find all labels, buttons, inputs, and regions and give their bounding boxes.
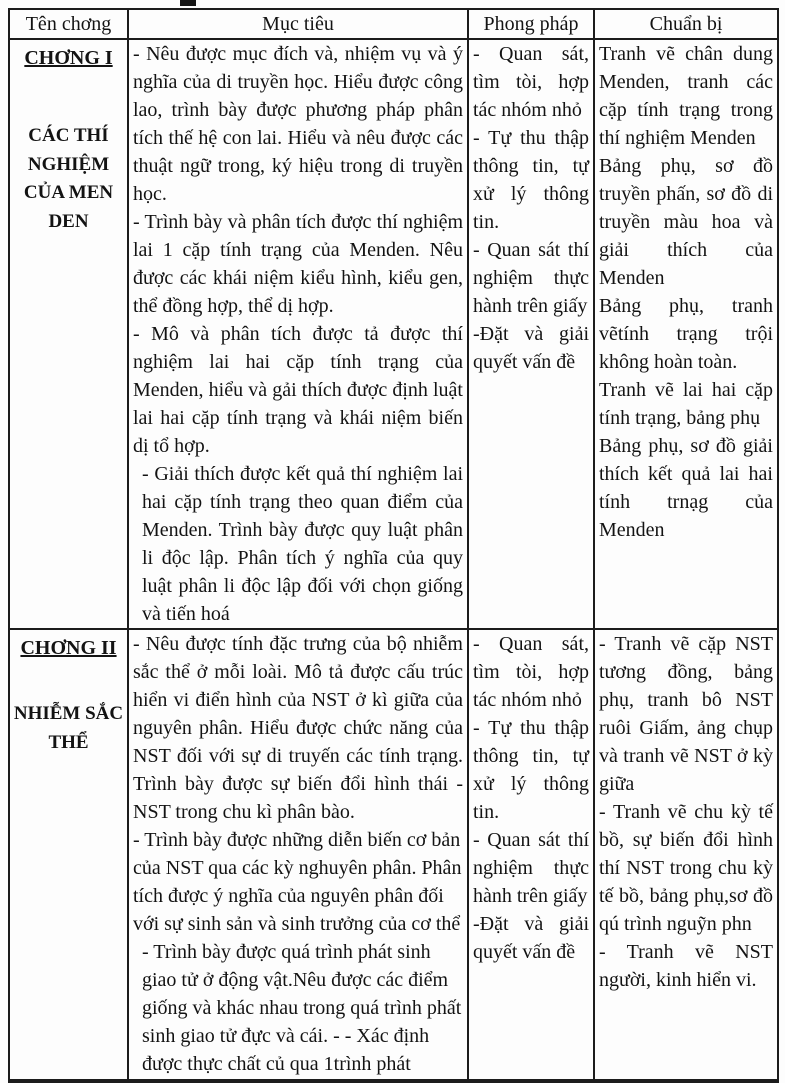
curriculum-table bbox=[8, 8, 779, 1083]
chapter-1-objectives-cell bbox=[128, 39, 468, 629]
chapter-1-methods-cell bbox=[468, 39, 594, 629]
col-header-methods: Phong pháp bbox=[468, 9, 594, 39]
chapter-1-preparation-cell bbox=[594, 39, 778, 629]
table-row-chapter-1 bbox=[9, 39, 778, 629]
methods-paragraph: -Đặt và giải quyết vấn đề bbox=[473, 323, 589, 373]
chapter-1-title: CHƠNG I bbox=[24, 47, 113, 69]
preparation-paragraph: Bảng phụ, sơ đồ truyền phấn, sơ đồ di truyền màu hoa và giải thích của Menden bbox=[599, 155, 773, 289]
objectives-paragraph: - Nêu được tính đặc trưng của bộ nhiễm sắc thể ở mỗi loài. Mô tả được cấu trúc hiển vi điển hình của NST ở kì giữa của nguyên phân. Hiểu được chức năng của NST đối với sự di truyến các tính trạng. Trình bày được sự biến đổi hình thái - NST trong chu kì phân bào. bbox=[133, 633, 463, 823]
objectives-paragraph: - Nêu được mục đích và, nhiệm vụ và ý nghĩa của di truyền học. Hiểu được công lao, trình bày được phương pháp phân tích thế hệ con lai. Hiểu và nêu được các thuật ngữ trong, ký hiệu trong di truyền học. bbox=[133, 43, 463, 205]
preparation-paragraph: Bảng phụ, sơ đồ giải thích kết quả lai hai tính trnạg của Menden bbox=[599, 435, 773, 541]
objectives-paragraph: - Mô và phân tích được tả được thí nghiệm lai hai cặp tính trạng của Menden, hiểu và gải thích được định luật lai hai cặp tính trạng và khái niệm biến dị tổ hợp. bbox=[133, 323, 463, 457]
chapter-2-preparation-cell bbox=[594, 629, 778, 1081]
methods-paragraph: - Quan sát thí nghiệm thực hành trên giấy bbox=[473, 239, 589, 317]
methods-paragraph: - Tự thu thập thông tin, tự xử lý thông tin. bbox=[473, 127, 589, 233]
chapter-1-subtitle: CÁC THÍ NGHIỆM CỦA MEN DEN bbox=[23, 125, 114, 232]
table-header-row bbox=[9, 9, 778, 39]
chapter-2-subtitle: NHIỄM SẮC THỂ bbox=[13, 703, 124, 753]
preparation-paragraph: Tranh vẽ chân dung Menden, tranh các cặp tính trạng trong thí nghiệm Menden bbox=[599, 43, 773, 149]
chapter-2-title: CHƠNG II bbox=[20, 637, 117, 659]
preparation-paragraph: Tranh vẽ lai hai cặp tính trạng, bảng phụ bbox=[599, 379, 773, 429]
col-header-objectives: Mục tiêu bbox=[128, 9, 468, 39]
objectives-paragraph: - Trình bày được những diễn biến cơ bản của NST qua các kỳ nghuyên phân. Phân tích được ý nghĩa của nguyên phân đối với sự sinh sản và sinh trưởng của cơ thể bbox=[133, 829, 462, 935]
preparation-paragraph: Bảng phụ, tranh vẽtính trạng trội không hoàn toàn. bbox=[599, 295, 773, 373]
preparation-paragraph: - Tranh vẽ cặp NST tương đồng, bảng phụ, tranh bô NST ruôi Giấm, ảng chụp và tranh vẽ NST ở kỳ giữa bbox=[599, 633, 773, 795]
chapter-2-methods-cell bbox=[468, 629, 594, 1081]
preparation-paragraph: - Tranh vẽ chu kỳ tế bồ, sự biến đổi hình thí NST trong chu kỳ tế bồ, bảng phụ,sơ đồ qú trình nguỹn phn bbox=[599, 801, 773, 935]
objectives-paragraph: - Giải thích được kết quả thí nghiệm lai hai cặp tính trạng theo quan điểm của Menden. Trình bày được quy luật phân li độc lập. Phân tích ý nghĩa của quy luật phân li độc lập đối với chọn giống và tiến hoá bbox=[142, 463, 463, 625]
objectives-paragraph: - Trình bày và phân tích được thí nghiệm lai 1 cặp tính trạng của Menden. Nêu được các khái niệm kiểu hình, kiểu gen, thể đồng hợp, thể dị hợp. bbox=[133, 211, 463, 317]
methods-paragraph: - Tự thu thập thông tin, tự xử lý thông tin. bbox=[473, 717, 589, 823]
table-row-chapter-2 bbox=[9, 629, 778, 1081]
chapter-2-objectives-cell bbox=[128, 629, 468, 1081]
preparation-paragraph: - Tranh vẽ NST người, kinh hiển vi. bbox=[599, 941, 773, 991]
chapter-1-cell bbox=[9, 39, 128, 629]
page-edge-artifact bbox=[180, 0, 196, 6]
methods-paragraph: - Quan sát, tìm tòi, hợp tác nhóm nhỏ bbox=[473, 43, 589, 121]
chapter-2-cell bbox=[9, 629, 128, 1081]
col-header-preparation: Chuẩn bị bbox=[594, 9, 778, 39]
methods-paragraph: - Quan sát thí nghiệm thực hành trên giấy bbox=[473, 829, 589, 907]
methods-paragraph: -Đặt và giải quyết vấn đề bbox=[473, 913, 589, 963]
col-header-chapter: Tên chơng bbox=[9, 9, 128, 39]
methods-paragraph: - Quan sát, tìm tòi, hợp tác nhóm nhỏ bbox=[473, 633, 589, 711]
objectives-paragraph: - Trình bày được quá trình phát sinh giao tử ở động vật.Nêu được các điểm giống và khác nhau trong quá trình phất sinh giao tử đực và cái. - - Xác định được thực chất củ qua 1trình phát bbox=[142, 941, 462, 1075]
